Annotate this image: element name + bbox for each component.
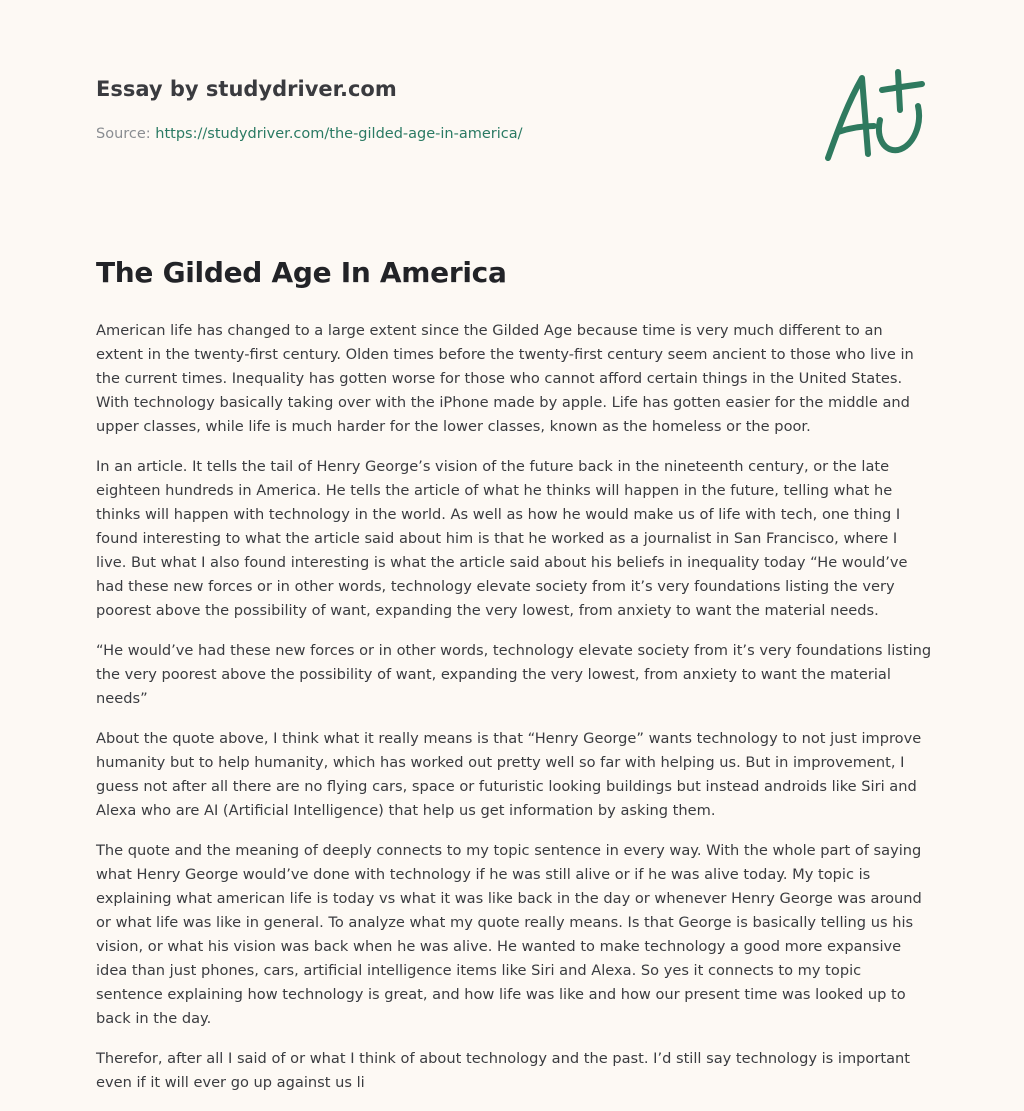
article-paragraph: American life has changed to a large extent since the Gilded Age because time is very much different to an extent in the twenty-first century. Olden times before the twenty-first century seem ancient to those who live in the current times. Inequality has gotten worse for those who cannot afford certain things in the United States. With technology basically taking over with the iPhone made by apple. Life has gotten easier for the middle and upper classes, while life is much harder for the lower classes, known as the homeless or the poor. [96, 322, 914, 435]
article-paragraph: Therefor, after all I said of or what I think of about technology and the past. I’d still say technology is important even if it will ever go up against us li [96, 1050, 911, 1091]
article-paragraph: About the quote above, I think what it really means is that “Henry George” wants technology to not just improve humanity but to help humanity, which has worked out pretty well so far with helping us. But in improvement, I guess not after all there are no flying cars, space or futuristic looking buildings but instead androids like Siri and Alexa who are AI (Artificial Intelligence) that help us get information by asking them. [96, 730, 922, 819]
a-plus-logo-icon [818, 66, 930, 166]
source-link[interactable]: https://studydriver.com/the-gilded-age-in-america/ [155, 126, 523, 142]
site-header [96, 74, 796, 144]
article-paragraph: “He would’ve had these new forces or in other words, technology elevate society from it’s very foundations listing the very poorest above the possibility of want, expanding the very lowest, from anxiety to want the material needs” [96, 642, 932, 707]
source-label: Source: [96, 126, 151, 142]
brand-title: Essay by studydriver.com [96, 77, 397, 101]
article-title: The Gilded Age In America [96, 256, 507, 289]
article-paragraph: In an article. It tells the tail of Henry George’s vision of the future back in the nineteenth century, or the late eighteen hundreds in America. He tells the article of what he thinks will happen in the future, telling what he thinks will happen with technology in the world. As well as how he would make us of life with tech, one thing I found interesting to what the article said about him is that he worked as a journalist in San Francisco, where I live. But what I also found interesting is what the article said about his beliefs in inequality today “He would’ve had these new forces or in other words, technology elevate society from it’s very foundations listing the very poorest above the possibility of want, expanding the very lowest, from anxiety to want the material needs. [96, 458, 908, 619]
article [96, 253, 932, 1111]
article-paragraph: The quote and the meaning of deeply connects to my topic sentence in every way. With the whole part of saying what Henry George would’ve done with technology if he was still alive or if he was alive today. My topic is explaining what american life is today vs what it was like back in the day or whenever Henry George was around or what life was like in general. To analyze what my quote really means. Is that George is basically telling us his vision, or what his vision was back when he was alive. He wanted to make technology a good more expansive idea than just phones, cars, artificial intelligence items like Siri and Alexa. So yes it connects to my topic sentence explaining how technology is great, and how life was like and how our present time was looked up to back in the day. [96, 842, 922, 1027]
source-line [96, 124, 796, 144]
